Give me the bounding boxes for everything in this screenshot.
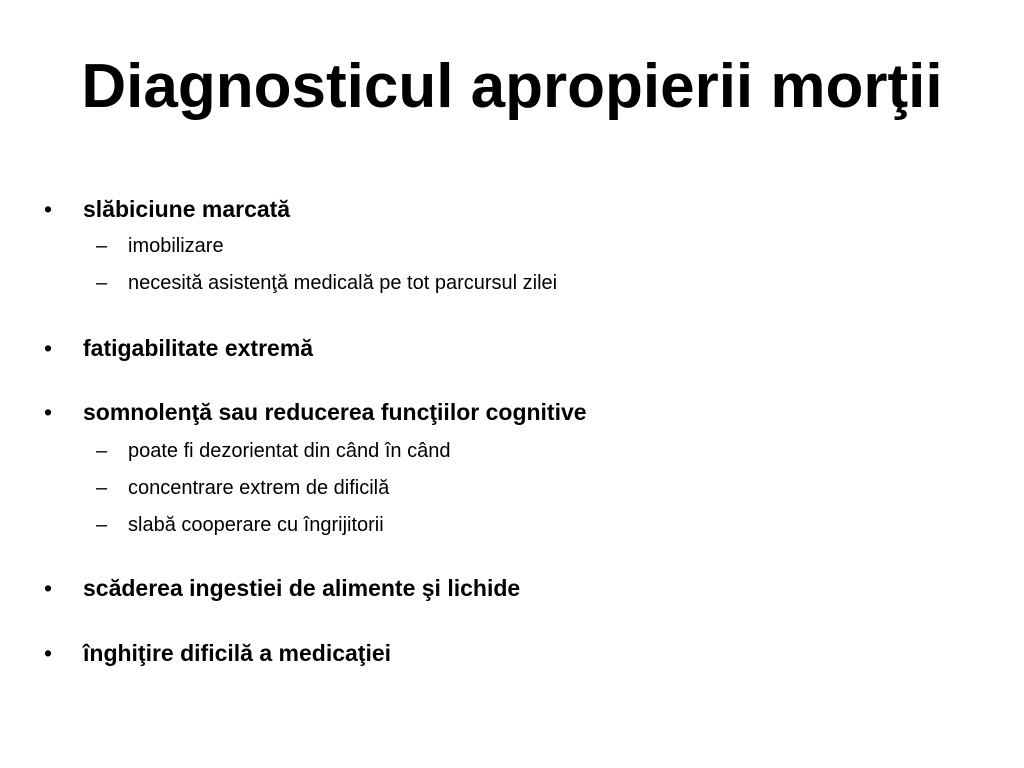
bullet-text: înghiţire dificilă a medicaţiei [83, 640, 392, 666]
bullet-text: scăderea ingestiei de alimente şi lichide [83, 575, 521, 601]
sub-marker: – [96, 440, 108, 462]
sub-text: concentrare extrem de dificilă [128, 477, 390, 499]
bullet-text: somnolenţă sau reducerea funcţiilor cognitive [83, 399, 587, 425]
sub-text: imobilizare [128, 235, 224, 257]
bullet-marker: • [44, 640, 53, 666]
bullet-text: fatigabilitate extremă [83, 335, 314, 361]
bullet-marker: • [44, 399, 53, 425]
bullet-marker: • [44, 575, 53, 601]
sub-marker: – [96, 272, 108, 294]
sub-text: poate fi dezorientat din când în când [128, 440, 451, 462]
bullet-marker: • [44, 335, 53, 361]
sub-marker: – [96, 235, 108, 257]
sub-text: slabă cooperare cu îngrijitorii [128, 514, 384, 536]
sub-marker: – [96, 477, 108, 499]
slide-title: Diagnosticul apropierii morţii [81, 52, 943, 121]
sub-marker: – [96, 514, 108, 536]
bullet-text: slăbiciune marcată [83, 196, 291, 222]
bullet-marker: • [44, 196, 53, 222]
sub-text: necesită asistenţă medicală pe tot parcursul zilei [128, 272, 558, 294]
